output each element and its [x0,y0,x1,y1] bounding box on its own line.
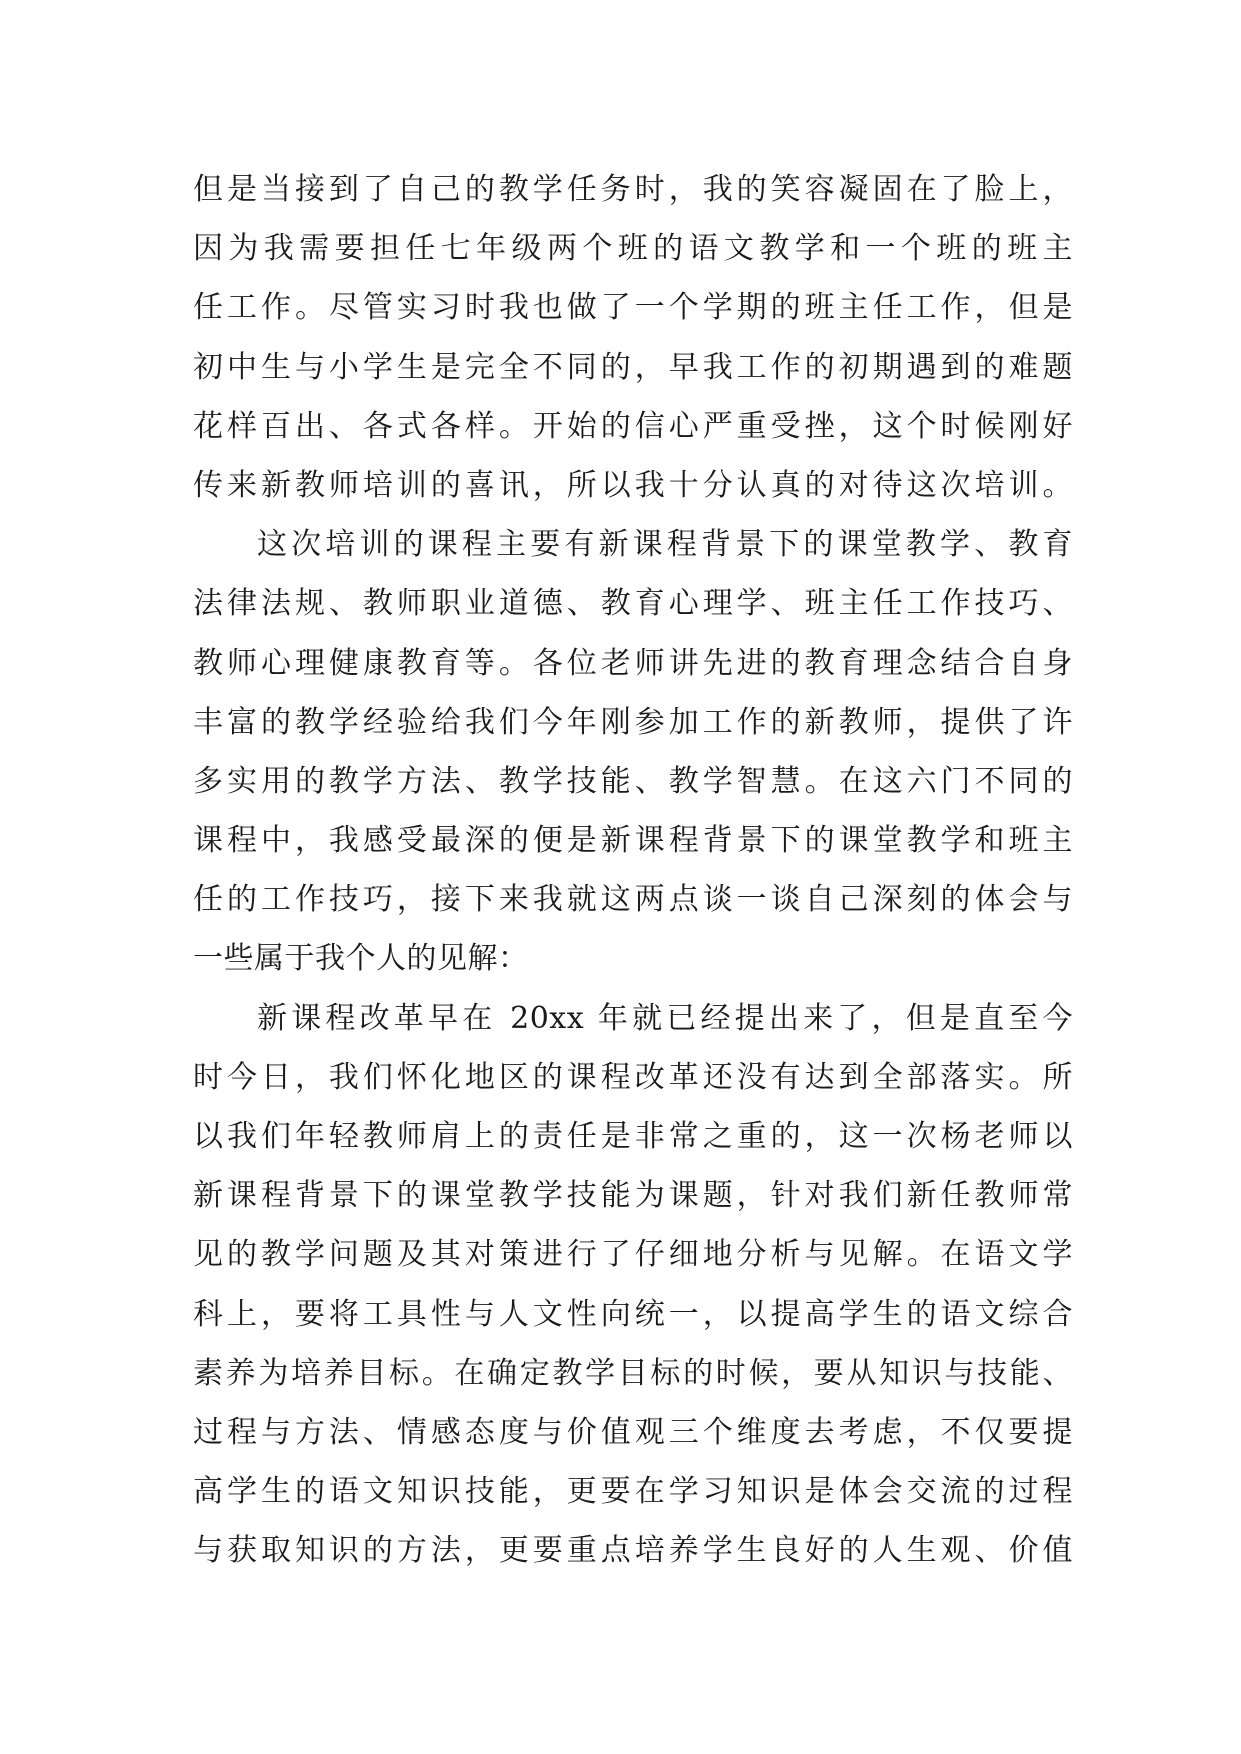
text-line: 任工作。尽管实习时我也做了一个学期的班主任工作，但是 [193,290,1073,326]
text-line: 时今日，我们怀化地区的课程改革还没有达到全部落实。所 [193,1059,1073,1095]
text-line: 课程中，我感受最深的便是新课程背景下的课堂教学和班主 [193,823,1073,859]
text-line: 教师心理健康教育等。各位老师讲先进的教育理念结合自身 [193,645,1073,681]
text-line: 法律法规、教师职业道德、教育心理学、班主任工作技巧、 [193,586,1073,622]
text-line: 素养为培养目标。在确定教学目标的时候，要从知识与技能、 [193,1355,1073,1391]
text-line: 见的教学问题及其对策进行了仔细地分析与见解。在语文学 [193,1237,1073,1273]
body-text [193,160,1073,1581]
paragraph-last-line: 一些属于我个人的见解： [193,941,529,977]
text-line: 任的工作技巧，接下来我就这两点谈一谈自己深刻的体会与 [193,882,1073,918]
text-line: 以我们年轻教师肩上的责任是非常之重的，这一次杨老师以 [193,1119,1073,1154]
text-line: 初中生与小学生是完全不同的，早我工作的初期遇到的难题 [193,349,1073,385]
text-line: 因为我需要担任七年级两个班的语文教学和一个班的班主 [193,231,1073,267]
paragraph-first-line: 新课程改革早在 20xx 年就已经提出来了，但是直至今 [257,1000,1073,1036]
text-line: 花样百出、各式各样。开始的信心严重受挫，这个时候刚好 [193,408,1073,444]
text-line: 新课程背景下的课堂教学技能为课题，针对我们新任教师常 [193,1178,1073,1214]
text-line: 高学生的语文知识技能，更要在学习知识是体会交流的过程 [193,1474,1073,1510]
text-line: 过程与方法、情感态度与价值观三个维度去考虑，不仅要提 [193,1414,1073,1450]
text-line: 但是当接到了自己的教学任务时，我的笑容凝固在了脸上， [193,172,1073,207]
paragraph-first-line: 这次培训的课程主要有新课程背景下的课堂教学、教育 [257,527,1073,563]
text-line: 丰富的教学经验给我们今年刚参加工作的新教师，提供了许 [193,704,1073,740]
text-line: 多实用的教学方法、教学技能、教学智慧。在这六门不同的 [193,763,1073,799]
text-line: 与获取知识的方法，更要重点培养学生良好的人生观、价值 [193,1533,1073,1569]
text-line: 科上，要将工具性与人文性向统一，以提高学生的语文综合 [193,1296,1073,1332]
text-line: 传来新教师培训的喜讯，所以我十分认真的对待这次培训。 [193,467,1073,503]
